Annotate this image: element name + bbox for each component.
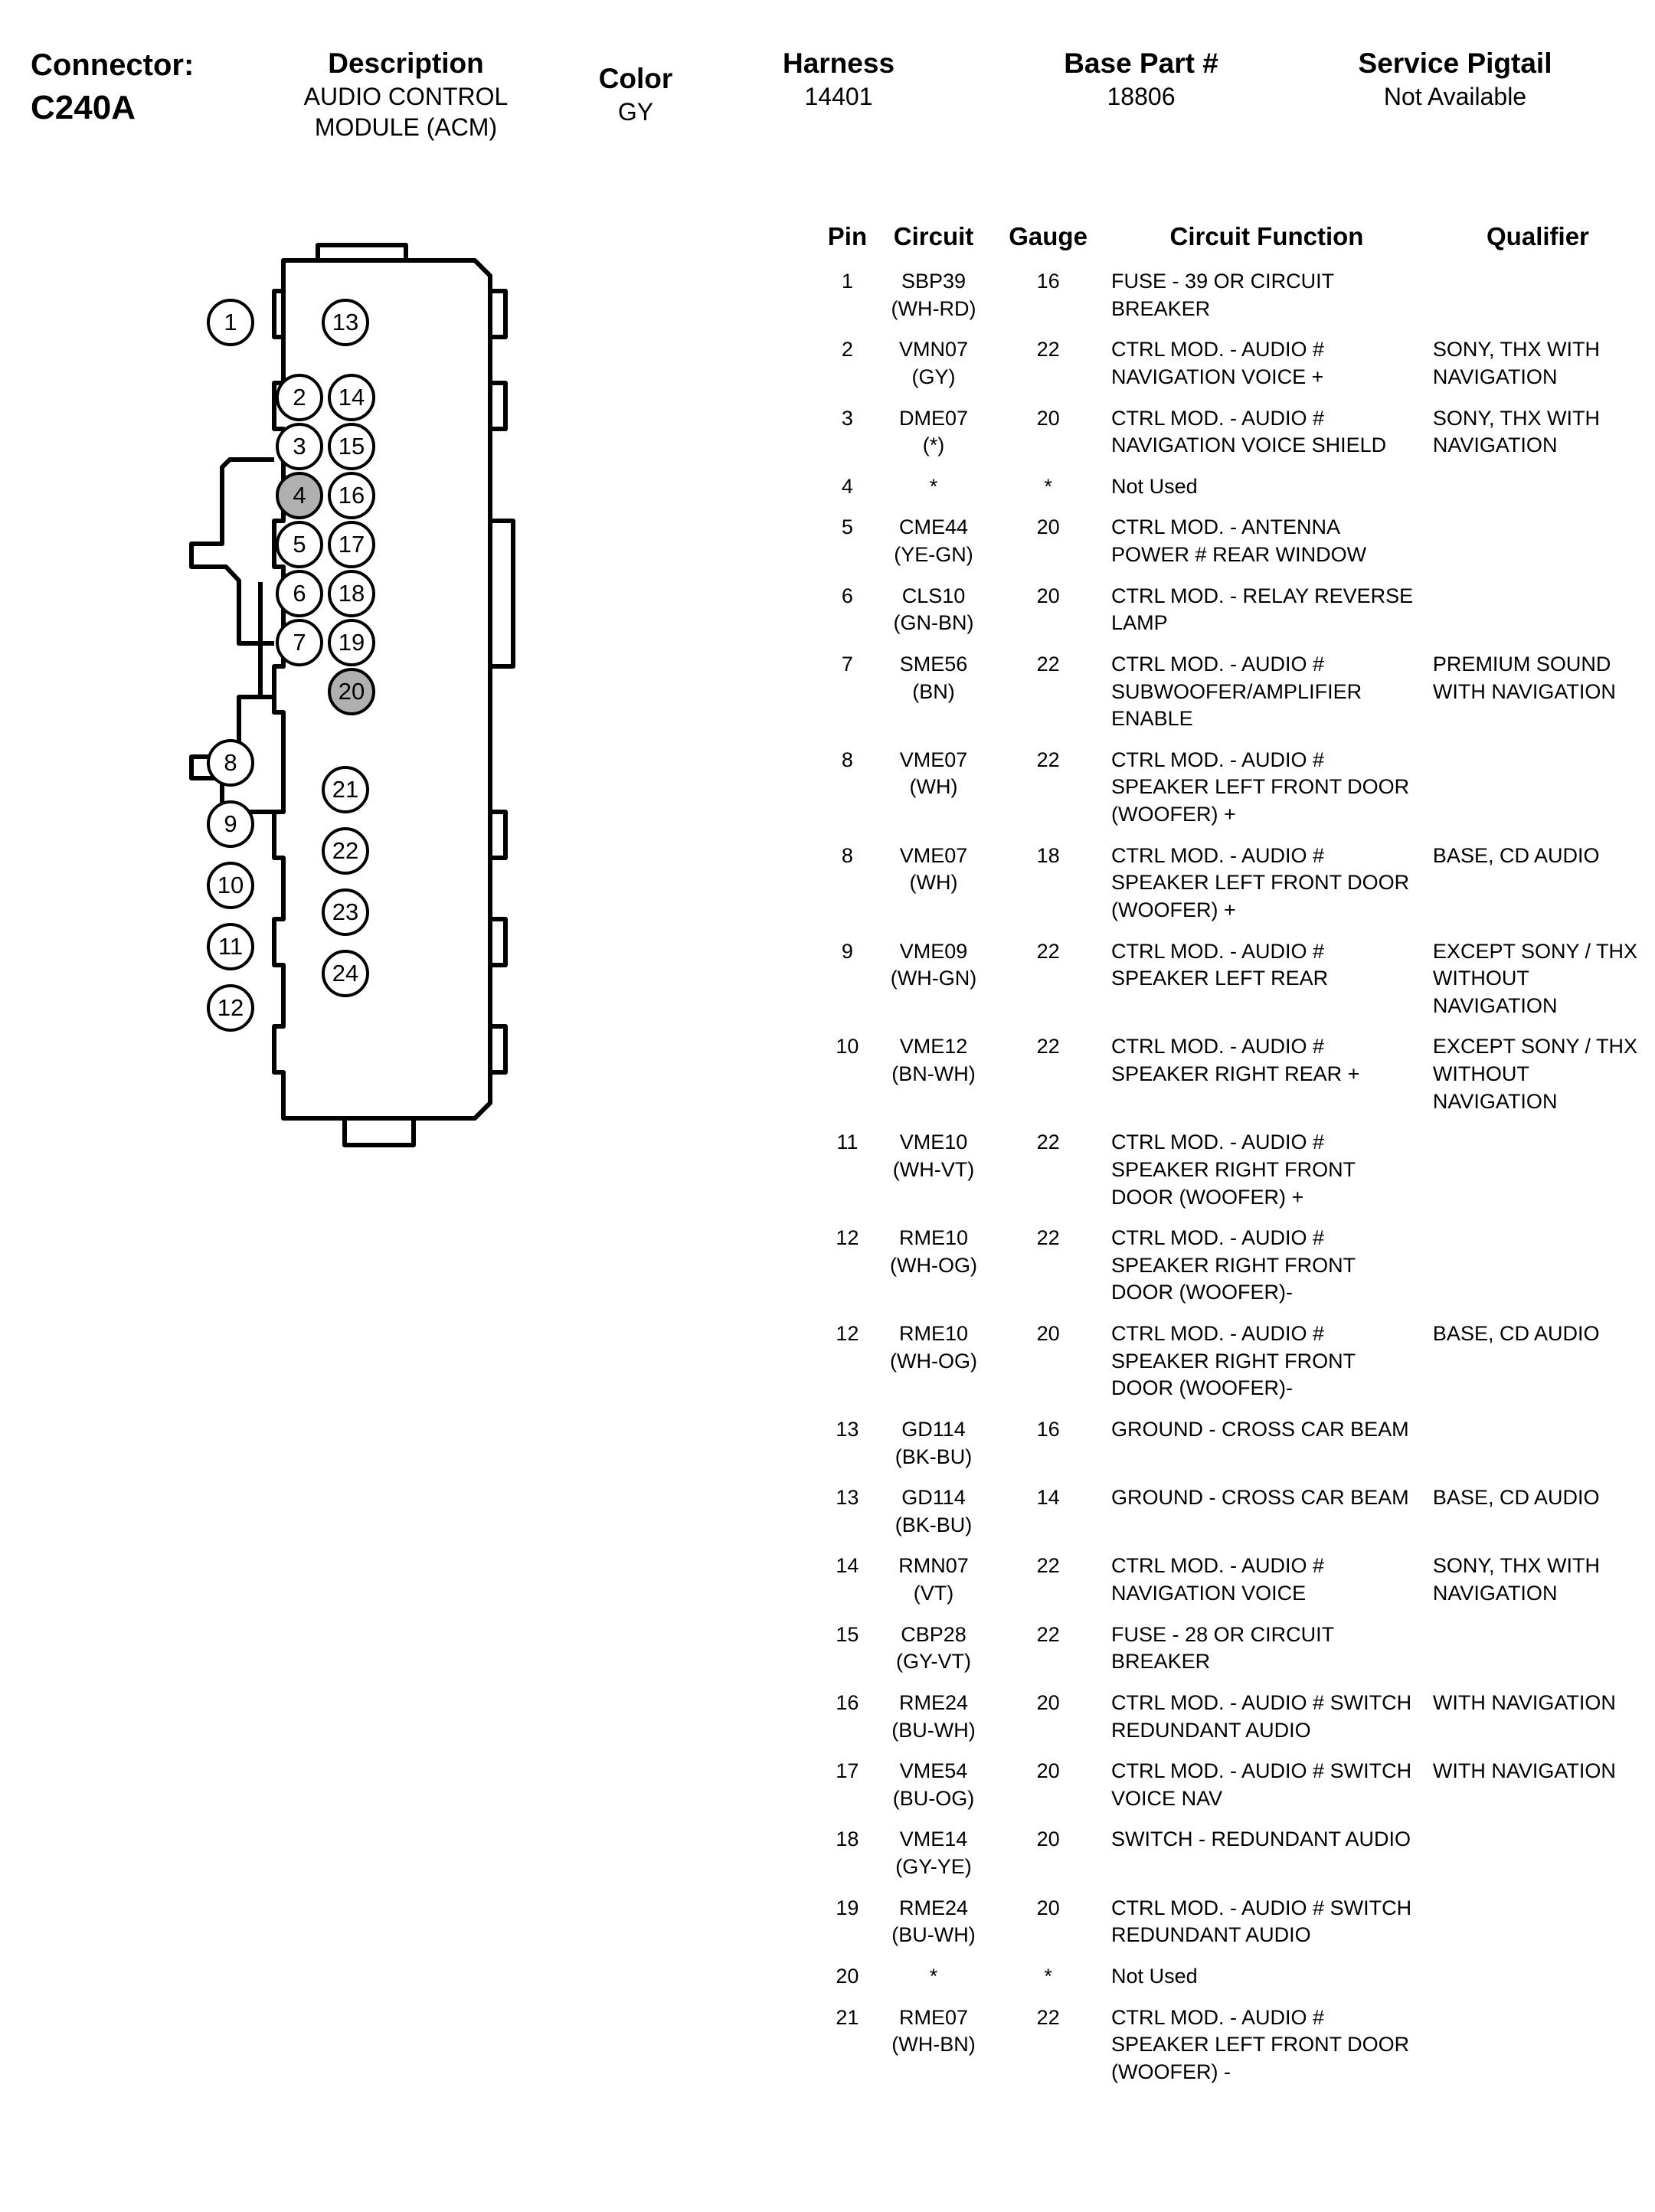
cell-gauge: 22 (1036, 1226, 1060, 1250)
cell-circuit (872, 1621, 996, 1690)
circuit-code: CME44 (898, 515, 969, 539)
diagram-pin-15[interactable]: 15 (328, 423, 375, 470)
circuit-code: VME12 (899, 1035, 968, 1059)
base-part-header-block (1019, 46, 1264, 112)
diagram-pin-3[interactable]: 3 (276, 423, 323, 470)
cell-qualifier: SONY, THX WITH NAVIGATION (1432, 406, 1600, 457)
cell-function: CTRL MOD. - AUDIO # NAVIGATION VOICE + (1111, 338, 1325, 388)
cell-circuit (872, 405, 996, 473)
table-row (823, 843, 1643, 938)
diagram-pin-10[interactable]: 10 (207, 862, 254, 909)
color-label: Color (598, 63, 673, 94)
cell-function: FUSE - 28 OR CIRCUIT BREAKER (1111, 1622, 1334, 1674)
table-row (823, 1621, 1643, 1690)
circuit-color: (WH-VT) (892, 1157, 975, 1181)
circuit-color: (GY-YE) (895, 1855, 972, 1878)
cell-pin: 13 (836, 1417, 859, 1441)
diagram-pin-23[interactable]: 23 (322, 888, 369, 936)
circuit-color: (BU-OG) (892, 1786, 975, 1810)
cell-circuit (872, 1758, 996, 1826)
cell-function: CTRL MOD. - AUDIO # SPEAKER LEFT FRONT DOOR (WOOFER) + (1111, 748, 1410, 826)
cell-function: Not Used (1111, 1964, 1198, 1988)
cell-circuit (872, 1416, 996, 1484)
diagram-pin-16[interactable]: 16 (328, 472, 375, 519)
circuit-code: RME10 (898, 1226, 969, 1250)
cell-circuit (872, 1129, 996, 1225)
cell-function: CTRL MOD. - RELAY REVERSE LAMP (1111, 584, 1414, 635)
cell-qualifier (1422, 1129, 1643, 1225)
diagram-pin-22[interactable]: 22 (322, 827, 369, 875)
cell-qualifier: BASE, CD AUDIO (1432, 843, 1600, 867)
table-row (823, 1553, 1643, 1621)
cell-pin: 1 (841, 270, 853, 293)
cell-pin: 15 (836, 1622, 859, 1646)
circuit-code: VME14 (899, 1828, 968, 1851)
circuit-code: GD114 (901, 1417, 966, 1441)
connector-label: Connector: (31, 48, 195, 82)
circuit-code: SBP39 (901, 270, 967, 293)
cell-gauge: * (1044, 474, 1052, 498)
cell-circuit (872, 2004, 996, 2100)
cell-circuit (872, 473, 996, 515)
cell-qualifier (1422, 473, 1643, 515)
cell-circuit (872, 336, 996, 404)
cell-function: CTRL MOD. - AUDIO # SUBWOOFER/AMPLIFIER ENABLE (1111, 652, 1362, 731)
table-row (823, 1963, 1643, 2004)
cell-function: GROUND - CROSS CAR BEAM (1111, 1486, 1409, 1510)
circuit-code: RME10 (898, 1322, 969, 1345)
pin-table-container (823, 222, 1643, 2099)
cell-gauge: 20 (1036, 406, 1060, 430)
cell-gauge: 22 (1036, 652, 1060, 676)
color-value: GY (617, 98, 654, 126)
diagram-pin-20[interactable]: 20 (328, 668, 375, 715)
circuit-code: VME07 (899, 748, 968, 771)
diagram-pin-9[interactable]: 9 (207, 800, 254, 848)
cell-function: CTRL MOD. - AUDIO # SWITCH REDUNDANT AUDIO (1111, 1896, 1412, 1947)
circuit-color: (GY) (911, 365, 956, 388)
cell-circuit (872, 651, 996, 747)
cell-function: CTRL MOD. - AUDIO # SPEAKER LEFT REAR (1111, 939, 1329, 990)
description-header-block (253, 46, 559, 142)
cell-function: CTRL MOD. - AUDIO # NAVIGATION VOICE SHIELD (1111, 406, 1387, 457)
cell-gauge: 22 (1036, 1622, 1060, 1646)
table-row (823, 938, 1643, 1034)
cell-circuit (872, 583, 996, 651)
table-row (823, 336, 1643, 404)
table-row (823, 473, 1643, 515)
diagram-pin-17[interactable]: 17 (328, 521, 375, 568)
table-row (823, 583, 1643, 651)
cell-qualifier: SONY, THX WITH NAVIGATION (1432, 338, 1600, 388)
cell-qualifier: EXCEPT SONY / THX WITHOUT NAVIGATION (1432, 1035, 1638, 1113)
header-pin: Pin (827, 222, 868, 250)
cell-qualifier (1422, 1963, 1643, 2004)
cell-pin: 18 (836, 1828, 859, 1851)
cell-function: Not Used (1111, 474, 1198, 498)
cell-pin: 12 (836, 1322, 859, 1345)
circuit-color: (WH-BN) (891, 2033, 976, 2057)
cell-qualifier: EXCEPT SONY / THX WITHOUT NAVIGATION (1432, 939, 1638, 1017)
circuit-code: VME54 (899, 1759, 968, 1783)
circuit-color: (WH-RD) (891, 296, 976, 320)
cell-circuit (872, 1484, 996, 1553)
circuit-color: (YE-GN) (894, 543, 973, 566)
cell-gauge: 22 (1036, 1554, 1060, 1578)
cell-pin: 3 (841, 406, 853, 430)
cell-function: SWITCH - REDUNDANT AUDIO (1111, 1828, 1411, 1851)
cell-circuit (872, 843, 996, 938)
diagram-pin-1[interactable]: 1 (207, 299, 254, 346)
cell-circuit (872, 268, 996, 336)
diagram-pin-24[interactable]: 24 (322, 950, 369, 997)
table-row (823, 1826, 1643, 1894)
cell-gauge: 14 (1036, 1486, 1060, 1510)
circuit-color: (BK-BU) (895, 1513, 973, 1536)
service-pigtail-value: Not Available (1383, 83, 1527, 111)
cell-gauge: 22 (1036, 748, 1060, 771)
cell-pin: 20 (836, 1964, 859, 1988)
diagram-pin-14[interactable]: 14 (328, 374, 375, 421)
circuit-code: RME24 (898, 1896, 969, 1919)
cell-function: CTRL MOD. - AUDIO # SWITCH VOICE NAV (1111, 1759, 1412, 1810)
cell-circuit (872, 1826, 996, 1894)
description-value: AUDIO CONTROL MODULE (ACM) (303, 83, 509, 142)
cell-function: CTRL MOD. - AUDIO # SPEAKER RIGHT FRONT DOOR (WOOFER) + (1111, 1131, 1356, 1209)
table-row (823, 1320, 1643, 1416)
cell-pin: 12 (836, 1226, 859, 1250)
connector-value: C240A (31, 89, 136, 126)
circuit-code: SME56 (899, 652, 968, 676)
connector-outline-svg (184, 237, 659, 1402)
harness-label: Harness (782, 47, 895, 79)
circuit-color: (GY-VT) (896, 1650, 972, 1674)
cell-function: CTRL MOD. - AUDIO # SPEAKER LEFT FRONT DOOR (WOOFER) - (1111, 2005, 1410, 2083)
circuit-color: (BN) (912, 679, 955, 703)
cell-gauge: 20 (1036, 1322, 1060, 1345)
pin-table (823, 222, 1643, 2099)
cell-circuit (872, 1033, 996, 1129)
table-row (823, 1484, 1643, 1553)
cell-circuit (872, 1690, 996, 1758)
cell-qualifier: WITH NAVIGATION (1432, 1759, 1616, 1783)
cell-pin: 5 (841, 515, 853, 539)
circuit-code: RME24 (898, 1690, 969, 1714)
cell-gauge: 22 (1036, 338, 1060, 362)
table-row (823, 514, 1643, 582)
diagram-pin-19[interactable]: 19 (328, 619, 375, 666)
circuit-code: VMN07 (898, 338, 969, 362)
cell-circuit (872, 938, 996, 1034)
cell-pin: 8 (841, 843, 853, 867)
circuit-code: VME07 (899, 843, 968, 867)
table-row (823, 268, 1643, 336)
cell-circuit (872, 1963, 996, 2004)
cell-qualifier: BASE, CD AUDIO (1432, 1486, 1600, 1510)
cell-circuit (872, 747, 996, 843)
diagram-pin-4[interactable]: 4 (276, 472, 323, 519)
circuit-code: RMN07 (898, 1554, 969, 1578)
circuit-color: (BK-BU) (895, 1445, 973, 1468)
cell-gauge: 18 (1036, 843, 1060, 867)
cell-qualifier (1422, 747, 1643, 843)
cell-circuit (872, 514, 996, 582)
cell-qualifier (1422, 2004, 1643, 2100)
table-row (823, 1690, 1643, 1758)
circuit-color: (BN-WH) (891, 1062, 976, 1085)
circuit-code: CBP28 (901, 1622, 967, 1646)
cell-qualifier (1422, 1621, 1643, 1690)
header-circuit: Circuit (893, 222, 974, 250)
cell-pin: 7 (841, 652, 853, 676)
diagram-pin-2[interactable]: 2 (276, 374, 323, 421)
table-row (823, 2004, 1643, 2100)
circuit-color: (WH) (909, 871, 958, 895)
cell-qualifier: SONY, THX WITH NAVIGATION (1432, 1554, 1600, 1605)
cell-pin: 10 (836, 1035, 859, 1059)
cell-gauge: 16 (1036, 1417, 1060, 1441)
cell-circuit (872, 1553, 996, 1621)
cell-function: CTRL MOD. - AUDIO # NAVIGATION VOICE (1111, 1554, 1325, 1605)
harness-header-block (735, 46, 942, 112)
table-row (823, 747, 1643, 843)
cell-qualifier (1422, 268, 1643, 336)
cell-gauge: 20 (1036, 1896, 1060, 1919)
cell-function: GROUND - CROSS CAR BEAM (1111, 1417, 1409, 1441)
diagram-pin-5[interactable]: 5 (276, 521, 323, 568)
cell-qualifier: WITH NAVIGATION (1432, 1690, 1616, 1714)
cell-pin: 8 (841, 748, 853, 771)
cell-pin: 16 (836, 1690, 859, 1714)
color-header-block (567, 61, 705, 127)
diagram-pin-13[interactable]: 13 (322, 299, 369, 346)
circuit-code: VME10 (899, 1131, 968, 1154)
cell-gauge: 20 (1036, 1759, 1060, 1783)
circuit-code: GD114 (901, 1486, 966, 1510)
circuit-color: (BU-WH) (891, 1718, 976, 1742)
description-label: Description (328, 47, 484, 79)
table-row (823, 1033, 1643, 1129)
circuit-code: DME07 (898, 406, 969, 430)
circuit-code: * (929, 1964, 938, 1988)
cell-function: CTRL MOD. - AUDIO # SWITCH REDUNDANT AUDIO (1111, 1690, 1412, 1742)
cell-gauge: 20 (1036, 1828, 1060, 1851)
cell-qualifier (1422, 583, 1643, 651)
circuit-color: (*) (922, 434, 945, 457)
circuit-color: (WH-OG) (890, 1253, 977, 1277)
header-gauge: Gauge (1009, 222, 1088, 250)
cell-pin: 4 (841, 474, 853, 498)
circuit-code: VME09 (899, 939, 968, 963)
cell-pin: 14 (836, 1554, 859, 1578)
cell-function: FUSE - 39 OR CIRCUIT BREAKER (1111, 270, 1334, 320)
circuit-color: (WH-GN) (890, 967, 977, 990)
cell-gauge: 20 (1036, 584, 1060, 607)
circuit-color: (VT) (913, 1582, 954, 1605)
table-row (823, 651, 1643, 747)
cell-gauge: 22 (1036, 1131, 1060, 1154)
cell-pin: 2 (841, 338, 853, 362)
circuit-color: (BU-WH) (891, 1923, 976, 1947)
table-row (823, 1758, 1643, 1826)
table-row (823, 1895, 1643, 1963)
diagram-pin-21[interactable]: 21 (322, 766, 369, 813)
cell-gauge: 20 (1036, 515, 1060, 539)
table-row (823, 1225, 1643, 1320)
header-qualifier: Qualifier (1487, 222, 1589, 250)
circuit-code: * (929, 474, 938, 498)
pin-table-body (823, 268, 1643, 2099)
cell-qualifier (1422, 1826, 1643, 1894)
circuit-code: RME07 (898, 2005, 969, 2029)
diagram-pin-11[interactable]: 11 (207, 923, 254, 970)
cell-function: CTRL MOD. - AUDIO # SPEAKER RIGHT REAR + (1111, 1035, 1360, 1085)
diagram-pin-8[interactable]: 8 (207, 739, 254, 787)
header-function: Circuit Function (1169, 222, 1364, 250)
service-pigtail-header-block (1302, 46, 1608, 112)
cell-function: CTRL MOD. - ANTENNA POWER # REAR WINDOW (1111, 515, 1367, 566)
cell-pin: 19 (836, 1896, 859, 1919)
diagram-pin-18[interactable]: 18 (328, 570, 375, 617)
cell-qualifier (1422, 1416, 1643, 1484)
table-row (823, 1416, 1643, 1484)
cell-circuit (872, 1320, 996, 1416)
harness-value: 14401 (804, 83, 873, 111)
cell-circuit (872, 1895, 996, 1963)
service-pigtail-label: Service Pigtail (1358, 47, 1552, 79)
circuit-code: CLS10 (901, 584, 966, 607)
cell-gauge: 20 (1036, 1690, 1060, 1714)
table-row (823, 405, 1643, 473)
cell-qualifier (1422, 1895, 1643, 1963)
cell-gauge: 22 (1036, 2005, 1060, 2029)
circuit-color: (GN-BN) (893, 611, 974, 635)
diagram-pin-12[interactable]: 12 (207, 984, 254, 1032)
cell-gauge: 16 (1036, 270, 1060, 293)
cell-pin: 13 (836, 1486, 859, 1510)
cell-pin: 17 (836, 1759, 859, 1783)
connector-diagram (184, 237, 659, 1402)
cell-pin: 6 (841, 584, 853, 607)
cell-qualifier: PREMIUM SOUND WITH NAVIGATION (1432, 652, 1616, 703)
diagram-pin-7[interactable]: 7 (276, 619, 323, 666)
cell-gauge: 22 (1036, 1035, 1060, 1059)
cell-qualifier (1422, 1225, 1643, 1320)
cell-pin: 11 (836, 1131, 859, 1154)
cell-gauge: 22 (1036, 939, 1060, 963)
cell-circuit (872, 1225, 996, 1320)
cell-pin: 21 (836, 2005, 859, 2029)
cell-function: CTRL MOD. - AUDIO # SPEAKER RIGHT FRONT DOOR (WOOFER)- (1111, 1226, 1356, 1304)
cell-qualifier (1422, 514, 1643, 582)
circuit-color: (WH-OG) (890, 1349, 977, 1373)
cell-gauge: * (1044, 1964, 1052, 1988)
page-header (0, 31, 1655, 153)
table-row (823, 1129, 1643, 1225)
table-header-row (823, 222, 1643, 268)
cell-function: CTRL MOD. - AUDIO # SPEAKER RIGHT FRONT DOOR (WOOFER)- (1111, 1322, 1356, 1400)
cell-qualifier: BASE, CD AUDIO (1432, 1322, 1600, 1345)
circuit-color: (WH) (909, 775, 958, 799)
cell-pin: 9 (841, 939, 853, 963)
cell-function: CTRL MOD. - AUDIO # SPEAKER LEFT FRONT DOOR (WOOFER) + (1111, 843, 1410, 921)
diagram-pin-6[interactable]: 6 (276, 570, 323, 617)
base-part-label: Base Part # (1064, 47, 1218, 79)
base-part-value: 18806 (1107, 83, 1176, 111)
